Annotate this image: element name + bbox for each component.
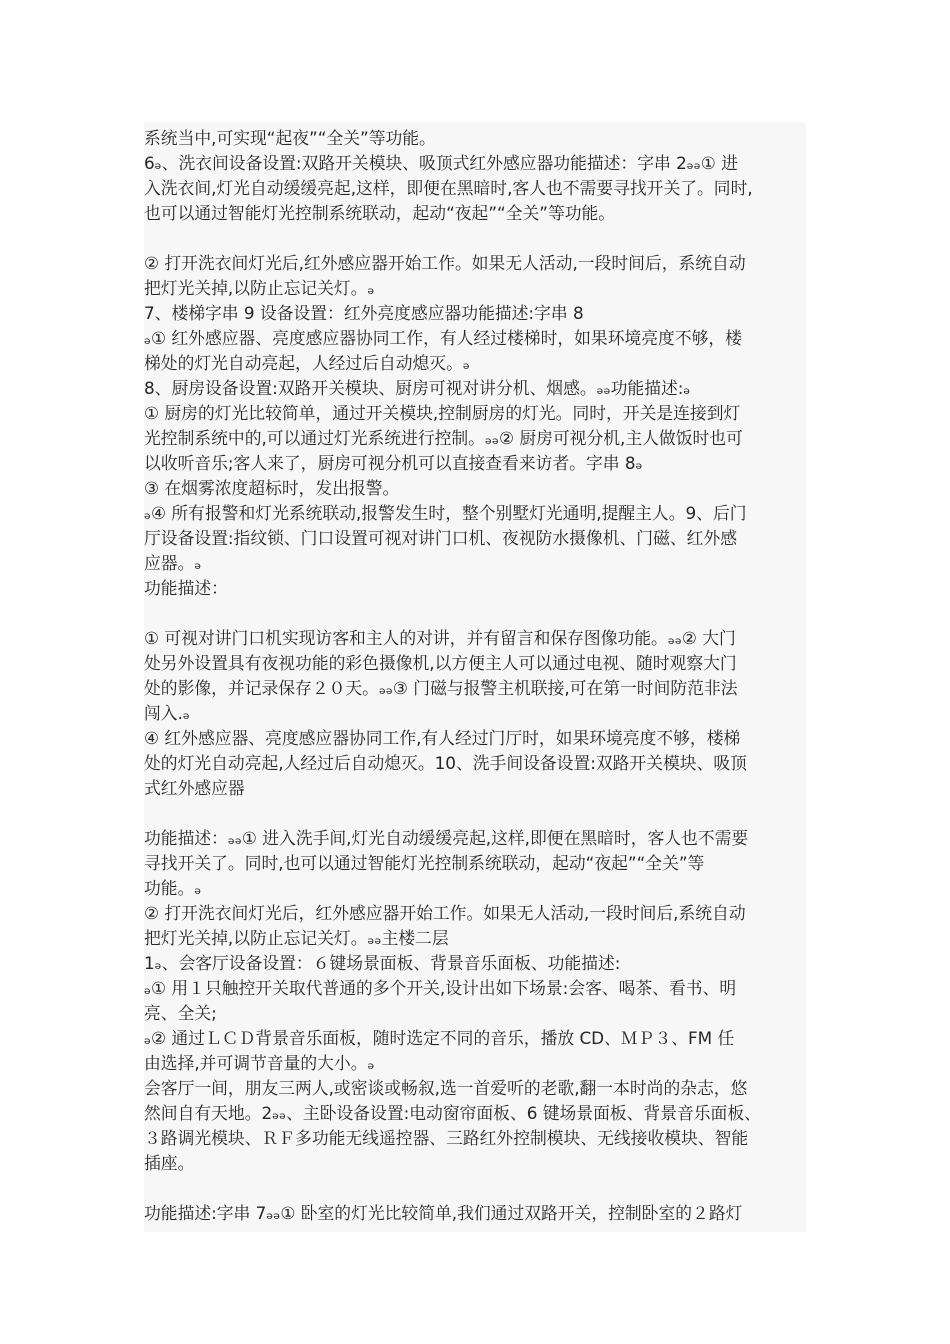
text-line: 然间自有天地。2ₔₔ、主卧设备设置:电动窗帘面板、6 键场景面板、背景音乐面板、 bbox=[144, 1103, 761, 1123]
document-text-block bbox=[144, 122, 806, 1232]
text-line: ① 可视对讲门口机实现访客和主人的对讲，并有留言和保存图像功能。ₔₔ② 大门 bbox=[144, 628, 736, 648]
text-line: 功能描述:字串 7ₔₔ① 卧室的灯光比较简单,我们通过双路开关，控制卧室的２路灯 bbox=[144, 1203, 743, 1223]
blank-line bbox=[144, 226, 806, 251]
text-line: ③ 在烟雾浓度超标时，发出报警。 bbox=[144, 478, 400, 498]
text-line: ① 厨房的灯光比较简单，通过开关模块,控制厨房的灯光。同时，开关是连接到灯 bbox=[144, 403, 741, 423]
blank-line bbox=[144, 801, 806, 826]
text-line: 会客厅一间，朋友三两人,或密谈或畅叙,选一首爱听的老歌,翻一本时尚的杂志，悠 bbox=[144, 1078, 748, 1098]
text-line: 由选择,并可调节音量的大小。ₔ bbox=[144, 1053, 375, 1073]
text-line: 系统当中,可实现“起夜”“全关”等功能。 bbox=[144, 128, 436, 148]
text-line: 7、楼梯字串 9 设备设置：红外亮度感应器功能描述:字串 8 bbox=[144, 303, 584, 323]
text-line: 梯处的灯光自动亮起，人经过后自动熄灭。ₔ bbox=[144, 353, 470, 373]
text-line: 也可以通过智能灯光控制系统联动，起动“夜起”“全关”等功能。 bbox=[144, 203, 616, 223]
text-line: ₔ② 通过ＬＣＤ背景音乐面板，随时选定不同的音乐，播放 CD、ＭＰ３、FM 任 bbox=[144, 1028, 735, 1048]
text-line: 把灯光关掉,以防止忘记关灯。ₔₔ主楼二层 bbox=[144, 928, 449, 948]
text-line: 6ₔ、洗衣间设备设置:双路开关模块、吸顶式红外感应器功能描述：字串 2ₔₔ① 进 bbox=[144, 153, 738, 173]
text-line: 亮、全关; bbox=[144, 1003, 217, 1023]
text-line: 处的灯光自动亮起,人经过后自动熄灭。10、洗手间设备设置:双路开关模块、吸顶 bbox=[144, 753, 747, 773]
text-line: 功能描述： bbox=[144, 578, 228, 598]
text-line: 处另外设置具有夜视功能的彩色摄像机,以方便主人可以通过电视、随时观察大门 bbox=[144, 653, 737, 673]
text-line: 把灯光关掉,以防止忘记关灯。ₔ bbox=[144, 278, 375, 298]
text-line: 式红外感应器 bbox=[144, 778, 245, 798]
text-line: 光控制系统中的,可以通过灯光系统进行控制。ₔₔ② 厨房可视分机,主人做饭时也可 bbox=[144, 428, 743, 448]
blank-line bbox=[144, 601, 806, 626]
text-line: 处的影像，并记录保存２０天。ₔₔ③ 门磁与报警主机联接,可在第一时间防范非法 bbox=[144, 678, 738, 698]
text-line: ④ 红外感应器、亮度感应器协同工作,有人经过门厅时，如果环境亮度不够，楼梯 bbox=[144, 728, 741, 748]
blank-line bbox=[144, 1176, 806, 1201]
text-line: 闯入.ₔ bbox=[144, 703, 190, 723]
text-line: ₔ④ 所有报警和灯光系统联动,报警发生时，整个别墅灯光通明,提醒主人。9、后门 bbox=[144, 503, 747, 523]
text-line: 插座。 bbox=[144, 1153, 195, 1173]
text-line: 功能描述：ₔₔ① 进入洗手间,灯光自动缓缓亮起,这样,即便在黑暗时，客人也不需要 bbox=[144, 828, 749, 848]
text-line: 应器。ₔ bbox=[144, 553, 202, 573]
text-line: 8、厨房设备设置:双路开关模块、厨房可视对讲分机、烟感。ₔₔ功能描述:ₔ bbox=[144, 378, 691, 398]
text-line: ３路调光模块、ＲＦ多功能无线遥控器、三路红外控制模块、无线接收模块、智能 bbox=[144, 1128, 749, 1148]
text-line: ₔ① 用１只触控开关取代普通的多个开关,设计出如下场景:会客、喝茶、看书、明 bbox=[144, 978, 737, 998]
text-line: 寻找开关了。同时,也可以通过智能灯光控制系统联动，起动“夜起”“全关”等 bbox=[144, 853, 705, 873]
text-line: 厅设备设置:指纹锁、门口设置可视对讲门口机、夜视防水摄像机、门磁、红外感 bbox=[144, 528, 738, 548]
text-line: ₔ① 红外感应器、亮度感应器协同工作，有人经过楼梯时，如果环境亮度不够，楼 bbox=[144, 328, 742, 348]
text-line: 以收听音乐;客人来了，厨房可视分机可以直接查看来访者。字串 8ₔ bbox=[144, 453, 643, 473]
text-line: 入洗衣间,灯光自动缓缓亮起,这样，即便在黑暗时,客人也不需要寻找开关了。同时, bbox=[144, 178, 753, 198]
text-line: 1ₔ、会客厅设备设置：６键场景面板、背景音乐面板、功能描述: bbox=[144, 953, 621, 973]
text-line: ② 打开洗衣间灯光后,红外感应器开始工作。如果无人活动,一段时间后，系统自动 bbox=[144, 253, 746, 273]
text-line: ② 打开洗衣间灯光后，红外感应器开始工作。如果无人活动,一段时间后,系统自动 bbox=[144, 903, 746, 923]
text-line: 功能。ₔ bbox=[144, 878, 202, 898]
